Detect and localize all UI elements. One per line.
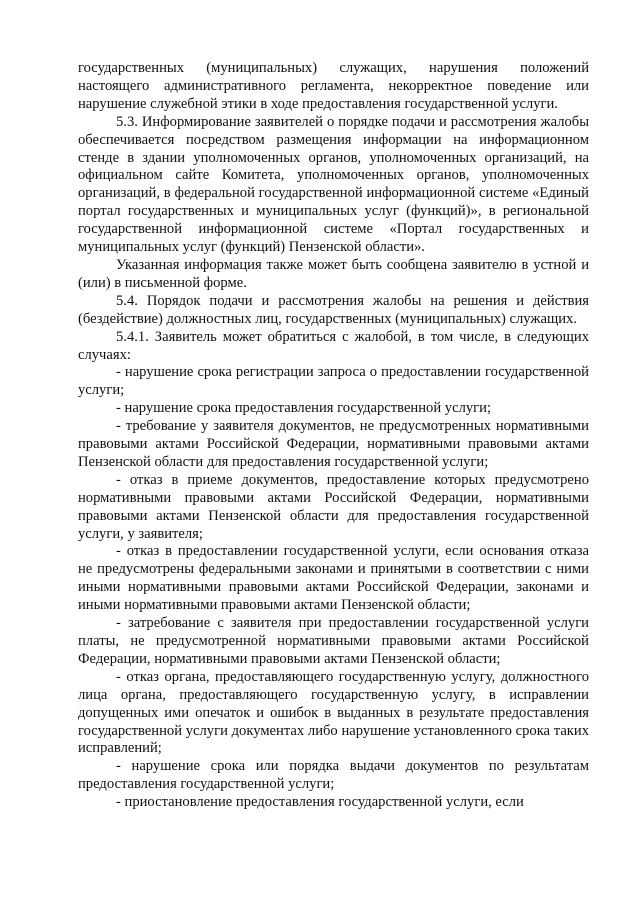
list-item: - отказ органа, предоставляющего государственную услугу, должностного лица органа, предоставляющего государственную услугу, в исправлении допущенных ими опечаток и ошибок в выданных в результате предоставления государственной услуги документах либо нарушение установленного срока таких исправлений; <box>78 668 589 757</box>
paragraph-5-3: 5.3. Информирование заявителей о порядке подачи и рассмотрения жалобы обеспечивается посредством размещения информации на информационном стенде в здании уполномоченных органов, уполномоченных организаций, на официальном сайте Комитета, уполномоченных органов, уполномоченных организаций, в федеральной государственной информационной системе «Единый портал государственных и муниципальных услуг (функций)», в региональной государственной информационной системе «Портал государственных и муниципальных услуг (функций) Пензенской области». <box>78 113 589 256</box>
list-item: - затребование с заявителя при предоставлении государственной услуги платы, не предусмотренной нормативными правовыми актами Российской Федерации, нормативными правовыми актами Пензенской области; <box>78 615 589 667</box>
list-item: - нарушение срока регистрации запроса о предоставлении государственной услуги; <box>78 364 589 399</box>
list-item: - отказ в приеме документов, предоставление которых предусмотрено нормативными правовыми актами Российской Федерации, нормативными правовыми актами Пензенской области для предоставления государственной услуги, у заявителя; <box>78 471 589 542</box>
list-item: - отказ в предоставлении государственной услуги, если основания отказа не предусмотрены федеральными законами и принятыми в соответствии с ними иными нормативными правовыми актами Российской Федерации, законами и иными нормативными правовыми актами Пензенской области; <box>78 543 589 614</box>
paragraph-continuation: государственных (муниципальных) служащих, нарушения положений настоящего административного регламента, некорректное поведение или нарушение служебной этики в ходе предоставления государственной услуги. <box>78 60 589 112</box>
paragraph-5-4-1: 5.4.1. Заявитель может обратиться с жалобой, в том числе, в следующих случаях: <box>78 328 589 363</box>
list-item: - нарушение срока предоставления государственной услуги; <box>116 400 492 417</box>
document-page <box>78 60 589 812</box>
list-item: - приостановление предоставления государственной услуги, если <box>116 794 524 811</box>
paragraph-5-4: 5.4. Порядок подачи и рассмотрения жалобы на решения и действия (бездействие) должностных лиц, государственных (муниципальных) служащих. <box>78 292 589 327</box>
list-item: - требование у заявителя документов, не предусмотренных нормативными правовыми актами Российской Федерации, нормативными правовыми актами Пензенской области для предоставления государственной услуги; <box>78 418 589 470</box>
paragraph-oral-written: Указанная информация также может быть сообщена заявителю в устной и (или) в письменной форме. <box>78 256 589 291</box>
list-item: - нарушение срока или порядка выдачи документов по результатам предоставления государственной услуги; <box>78 758 589 793</box>
